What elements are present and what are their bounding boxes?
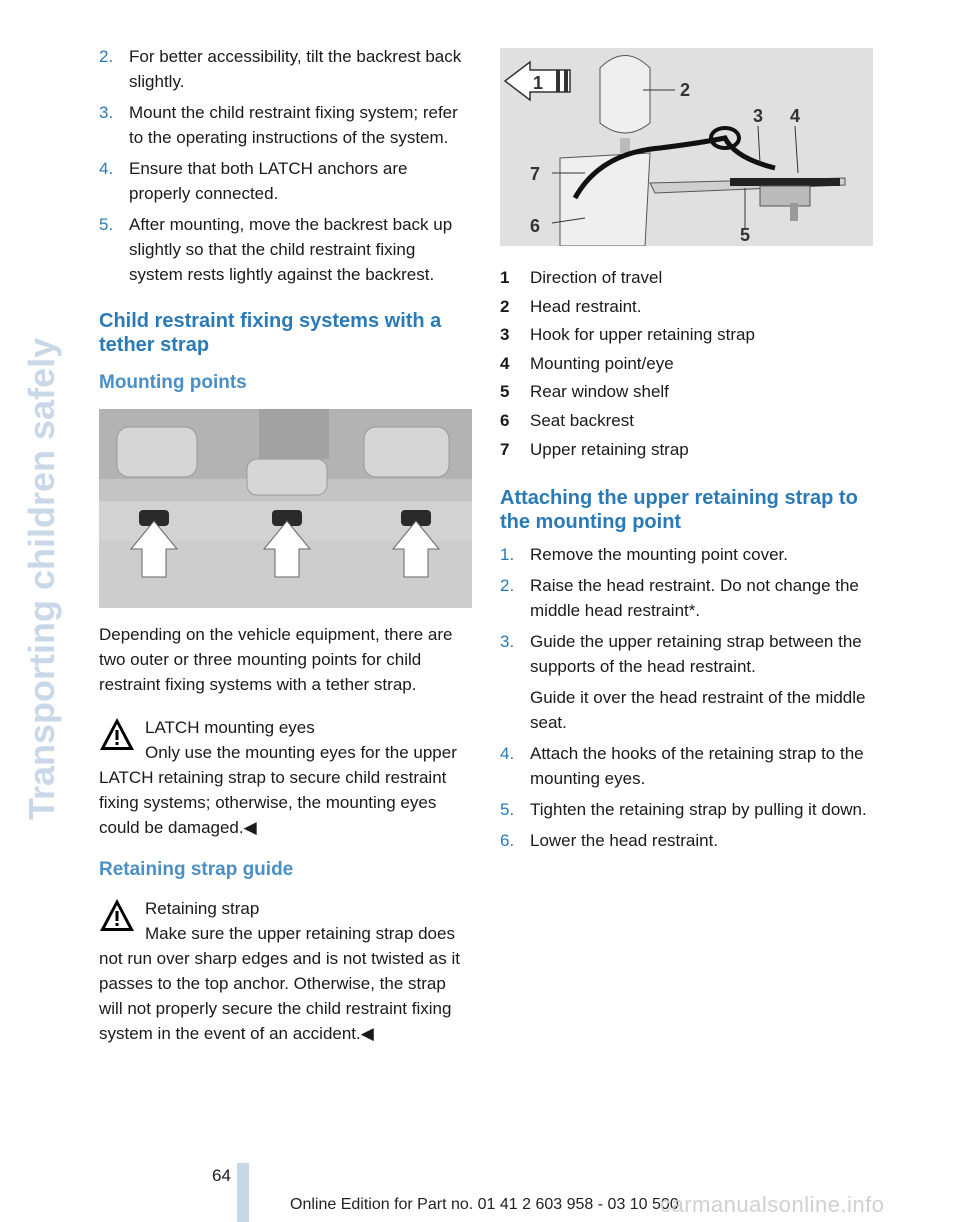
tether-strap-diagram: [500, 48, 873, 246]
warning-icon: [99, 717, 135, 751]
diagram-legend: [500, 264, 876, 464]
legend-item: 5 Rear window shelf: [500, 382, 669, 402]
left-column: [99, 44, 473, 1064]
legend-item: 1 Direction of travel: [500, 268, 663, 287]
page-number: 64: [212, 1166, 231, 1185]
step-item: 3. Guide the upper retaining strap between the supports of the head restraint.: [500, 632, 862, 677]
diagram-label: 6: [530, 216, 541, 236]
step-note: Guide it over the head restraint of the middle seat.: [530, 688, 866, 733]
step-item: 1. Remove the mounting point cover.: [500, 545, 788, 565]
step-item: 4. Ensure that both LATCH anchors are properly connected.: [99, 159, 408, 203]
section-heading: Attaching the upper retaining strap to the mounting point: [500, 487, 858, 534]
step-item: 4. Attach the hooks of the retaining strap to the mounting eyes.: [500, 744, 864, 789]
watermark: carmanualsonline.info: [660, 1192, 885, 1217]
diagram-label: 7: [530, 164, 541, 184]
section-heading: Child restraint fixing systems with a tether strap: [99, 310, 442, 356]
warning-latch: [99, 715, 473, 840]
mounting-points-figure: [99, 409, 472, 608]
sidebar-section-title: [4, 40, 64, 1000]
subsection-heading: Retaining strap guide: [99, 859, 294, 880]
diagram-label: 3: [753, 106, 764, 126]
subsection-heading: Mounting points: [99, 372, 247, 393]
warning-retaining-strap: [99, 896, 473, 1046]
legend-item: 2 Head restraint.: [500, 296, 642, 316]
warning-text: Make sure the upper retaining strap does not run over sharp edges and is not twisted as it passes to the top anchor. Otherwise, the strap will not properly secure the child restraint fixing system in the event of an accident.◀: [99, 924, 460, 1043]
warning-title: Retaining strap: [145, 899, 260, 918]
sidebar-title-text: Transporting children safely: [21, 337, 62, 820]
step-item: 6. Lower the head restraint.: [500, 831, 719, 851]
step-item: 5. Tighten the retaining strap by pulling it down.: [500, 800, 867, 820]
warning-text: Only use the mounting eyes for the upper LATCH retaining strap to secure child restraint fixing systems; otherwise, the mounting eyes could be damaged.◀: [99, 743, 457, 837]
legend-item: 6 Seat backrest: [500, 410, 634, 430]
legend-item: 7 Upper retaining strap: [500, 439, 689, 459]
diagram-label: 2: [680, 80, 691, 100]
step-item: 3. Mount the child restraint fixing system; refer to the operating instructions of the system.: [99, 103, 458, 147]
warning-title: LATCH mounting eyes: [145, 718, 315, 737]
legend-item: 4 Mounting point/eye: [500, 353, 674, 373]
online-edition-note: Online Edition for Part no. 01 41 2 603 958 - 03 10 500: [290, 1196, 679, 1213]
diagram-label: 1: [533, 73, 544, 93]
diagram-label: 4: [790, 106, 801, 126]
step-item: 2. For better accessibility, tilt the backrest back slightly.: [99, 47, 462, 91]
warning-icon: [99, 898, 135, 932]
footer-accent-bar: [237, 1163, 249, 1222]
step-item: 2. Raise the head restraint. Do not change the middle head restraint*.: [500, 576, 859, 621]
step-item: 5. After mounting, move the backrest back up slightly so that the child restraint fixing system rests lightly against the backrest.: [99, 215, 453, 284]
right-column: [500, 48, 876, 859]
diagram-label: 5: [740, 225, 751, 245]
legend-item: 3 Hook for upper retaining strap: [500, 325, 755, 345]
paragraph: Depending on the vehicle equipment, there are two outer or three mounting points for child restraint fixing systems with a tether strap.: [99, 625, 453, 694]
